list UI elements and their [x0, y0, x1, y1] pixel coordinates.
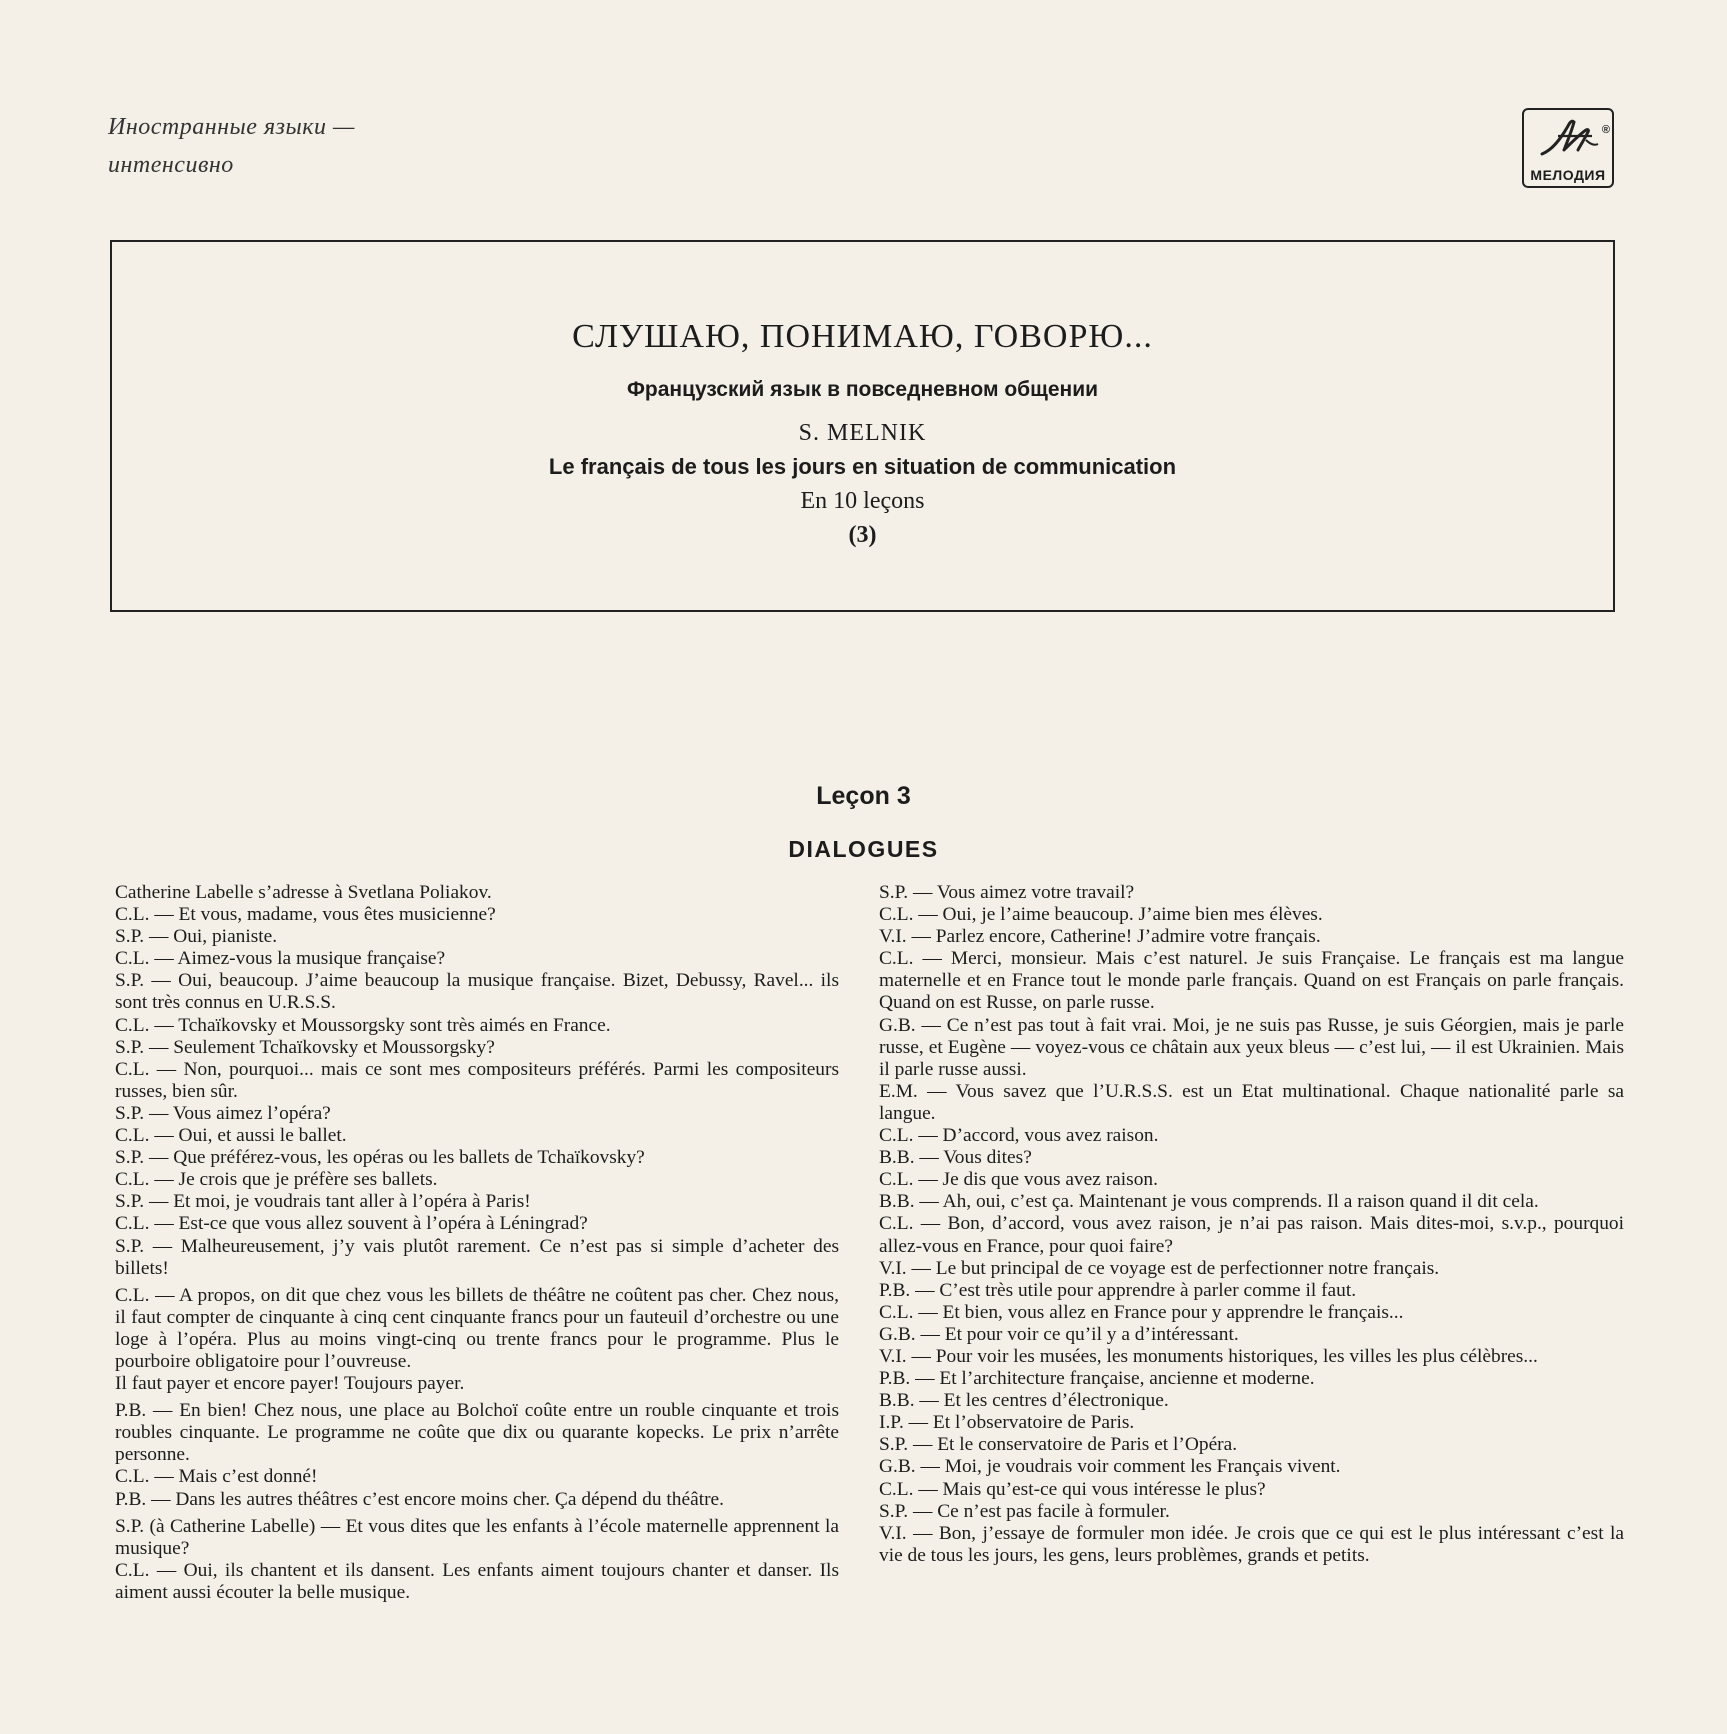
- dialogue-line: G.B. — Ce n’est pas tout à fait vrai. Moi, je ne suis pas Russe, je suis Géorgien, mais je parle russe, et Eugène — voyez-vous ce châtain aux yeux bleus — c’est lui, — il est Ukrainien. Mais il parle russe aussi.: [879, 1014, 1624, 1080]
- subtitle: Французский язык в повседневном общении: [626, 378, 1099, 401]
- dialogue-line: S.P. — Que préférez-vous, les opéras ou les ballets de Tchaïkovsky?: [115, 1147, 645, 1169]
- dialogue-column-left: [115, 882, 839, 1604]
- lesson-heading: Leçon 3: [816, 782, 911, 810]
- dialogue-line: Il faut payer et encore payer! Toujours payer.: [115, 1373, 465, 1395]
- lessons-count: En 10 leçons: [800, 488, 925, 514]
- dialogue-line: G.B. — Et pour voir ce qu’il y a d’intéressant.: [879, 1323, 1239, 1345]
- dialogue-line: S.P. — Et moi, je voudrais tant aller à l’opéra à Paris!: [115, 1191, 531, 1213]
- dialogue-line: B.B. — Et les centres d’électronique.: [879, 1390, 1169, 1412]
- series-line-2: интенсивно: [108, 152, 234, 178]
- dialogue-line: C.L. — Oui, je l’aime beaucoup. J’aime bien mes élèves.: [879, 904, 1323, 926]
- melodiya-logo: [1522, 108, 1614, 188]
- dialogue-line: C.L. — Est-ce que vous allez souvent à l’opéra à Léningrad?: [115, 1213, 588, 1235]
- dialogue-line: V.I. — Pour voir les musées, les monuments historiques, les villes les plus célèbres...: [879, 1345, 1538, 1367]
- dialogue-line: S.P. — Oui, beaucoup. J’aime beaucoup la musique française. Bizet, Debussy, Ravel... ils sont très connus en U.R.S.S.: [115, 970, 839, 1014]
- dialogue-line: C.L. — Tchaïkovsky et Moussorgsky sont très aimés en France.: [115, 1014, 611, 1036]
- dialogue-line: S.P. — Ce n’est pas facile à formuler.: [879, 1500, 1170, 1522]
- dialogue-line: C.L. — Et vous, madame, vous êtes musicienne?: [115, 904, 496, 926]
- dialogue-line: E.M. — Vous savez que l’U.R.S.S. est un Etat multinational. Chaque nationalité parle sa langue.: [879, 1080, 1624, 1124]
- french-title: Le français de tous les jours en situation de communication: [548, 454, 1177, 479]
- dialogue-line: C.L. — Mais qu’est-ce qui vous intéresse le plus?: [879, 1478, 1266, 1500]
- dialogue-line: C.L. — Aimez-vous la musique française?: [115, 948, 446, 970]
- logo-text: МЕЛОДИЯ: [1530, 167, 1606, 183]
- volume-number: (3): [848, 522, 877, 548]
- dialogue-line: P.B. — En bien! Chez nous, une place au Bolchoï coûte entre un rouble cinquante et trois roubles cinquante. Le programme ne coûte que dix ou quarante kopecks. Le prix n’arrête personne.: [115, 1400, 839, 1466]
- series-line-1: Иностранные языки —: [108, 114, 355, 140]
- dialogue-line: P.B. — Et l’architecture française, ancienne et moderne.: [879, 1368, 1315, 1390]
- dialogue-line: P.B. — Dans les autres théâtres c’est encore moins cher. Ça dépend du théâtre.: [115, 1488, 724, 1510]
- dialogue-line: Catherine Labelle s’adresse à Svetlana Poliakov.: [115, 882, 492, 903]
- dialogue-line: S.P. (à Catherine Labelle) — Et vous dites que les enfants à l’école maternelle apprennent la musique?: [115, 1515, 839, 1559]
- dialogue-line: S.P. — Vous aimez votre travail?: [879, 882, 1135, 903]
- author: S. MELNIK: [798, 420, 927, 446]
- dialogue-line: C.L. — Bon, d’accord, vous avez raison, je n’ai pas raison. Mais dites-moi, s.v.p., pourquoi allez-vous en France, pour quoi faire?: [879, 1213, 1624, 1257]
- section-heading: DIALOGUES: [788, 836, 939, 862]
- dialogue-line: S.P. — Seulement Tchaïkovsky et Moussorgsky?: [115, 1036, 495, 1058]
- dialogue-line: P.B. — C’est très utile pour apprendre à parler comme il faut.: [879, 1279, 1357, 1301]
- dialogue-line: I.P. — Et l’observatoire de Paris.: [879, 1412, 1135, 1434]
- dialogue-line: C.L. — Mais c’est donné!: [115, 1466, 318, 1488]
- title-box: [110, 240, 1615, 612]
- dialogue-line: S.P. — Vous aimez l’opéra?: [115, 1102, 331, 1124]
- dialogue-line: B.B. — Ah, oui, c’est ça. Maintenant je vous comprends. Il a raison quand il dit cela.: [879, 1191, 1539, 1213]
- dialogue-line: C.L. — Oui, et aussi le ballet.: [115, 1125, 347, 1147]
- dialogue-line: B.B. — Vous dites?: [879, 1147, 1032, 1169]
- dialogue-line: C.L. — Je crois que je préfère ses ballets.: [115, 1169, 438, 1191]
- dialogue-line: S.P. — Et le conservatoire de Paris et l’Opéra.: [879, 1434, 1238, 1456]
- dialogue-line: V.I. — Le but principal de ce voyage est de perfectionner notre français.: [879, 1257, 1440, 1279]
- main-title: СЛУШАЮ, ПОНИМАЮ, ГОВОРЮ...: [572, 318, 1153, 355]
- registered-mark: ®: [1601, 124, 1610, 136]
- dialogue-line: S.P. — Malheureusement, j’y vais plutôt rarement. Ce n’est pas si simple d’acheter des billets!: [115, 1235, 839, 1279]
- series-title: [108, 108, 355, 184]
- melodiya-logo-icon: [1534, 114, 1604, 164]
- dialogue-line: C.L. — Je dis que vous avez raison.: [879, 1169, 1158, 1191]
- dialogue-line: V.I. — Parlez encore, Catherine! J’admire votre français.: [879, 926, 1321, 948]
- dialogue-line: C.L. — Non, pourquoi... mais ce sont mes compositeurs préférés. Parmi les compositeurs russes, bien sûr.: [115, 1058, 839, 1102]
- dialogue-line: C.L. — D’accord, vous avez raison.: [879, 1125, 1159, 1147]
- dialogue-line: C.L. — Merci, monsieur. Mais c’est naturel. Je suis Française. Le français est ma langue maternelle et en France tout le monde parle français. Quand on est Français on parle français. Quand on est Russe, on parle russe.: [879, 948, 1624, 1014]
- dialogue-line: V.I. — Bon, j’essaye de formuler mon idée. Je crois que ce qui est le plus intéressant c’est la vie de tous les jours, les gens, leurs problèmes, grands et petits.: [879, 1522, 1624, 1566]
- dialogue-line: C.L. — Oui, ils chantent et ils dansent. Les enfants aiment toujours chanter et danser. Ils aiment aussi écouter la belle musique.: [115, 1559, 839, 1603]
- dialogue-line: S.P. — Oui, pianiste.: [115, 926, 278, 948]
- dialogue-line: C.L. — A propos, on dit que chez vous les billets de théâtre ne coûtent pas cher. Chez nous, il faut compter de cinquante à cinq cent cinquante francs pour un fauteuil d’orchestre ou une loge à l’opéra. Plus au moins vingt-cinq ou trente francs pour le programme. Plus le pourboire obligatoire pour l’ouvreuse.: [115, 1284, 839, 1372]
- dialogue-line: G.B. — Moi, je voudrais voir comment les Français vivent.: [879, 1456, 1341, 1478]
- dialogue-column-right: [879, 882, 1624, 1567]
- dialogue-line: C.L. — Et bien, vous allez en France pour y apprendre le français...: [879, 1301, 1404, 1323]
